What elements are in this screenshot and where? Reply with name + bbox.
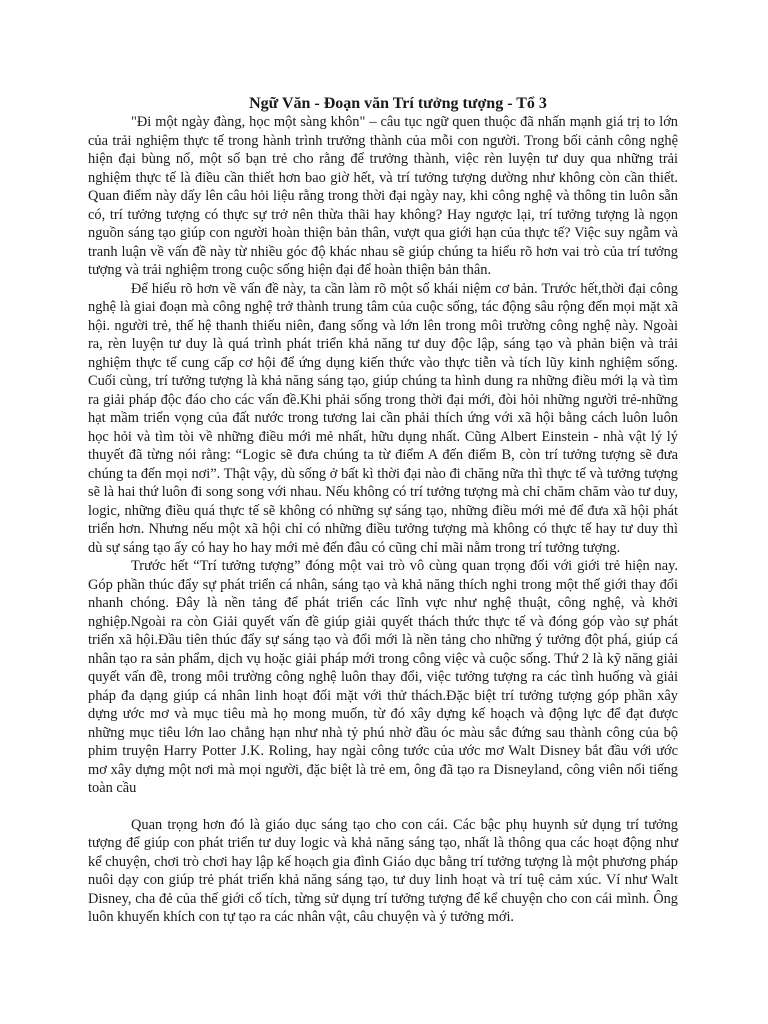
paragraph-1: "Đi một ngày đàng, học một sàng khôn" – câu tục ngữ quen thuộc đã nhấn mạnh giá trị to lớn của trải nghiệm thực tế trong hành trình trưởng thành của mỗi con người. Trong bối cảnh công nghệ hiện đại bùng nổ, một số bạn trẻ cho rằng để trưởng thành, việc rèn luyện tư duy qua những trải nghiệm thực tế là điều cần thiết hơn bao giờ hết, và trí tưởng tượng dường như không còn cần thiết. Quan điểm này dấy lên câu hỏi liệu rằng trong thời đại ngày nay, khi công nghệ và thông tin luôn sẵn có, trí tưởng tượng có thực sự trở nên thừa thãi hay không? Hay ngược lại, trí tưởng tượng là ngọn nguồn sáng tạo giúp con người hoàn thiện bản thân, vượt qua giới hạn của thực tế? Việc suy ngẫm và tranh luận về vấn đề này từ nhiều góc độ khác nhau sẽ giúp chúng ta hiểu rõ hơn vai trò của trí tưởng tượng và trải nghiệm trong cuộc sống hiện đại để hoàn thiện bản thân. <box>88 114 678 278</box>
paragraph-2: Để hiểu rõ hơn về vấn đề này, ta cần làm rõ một số khái niệm cơ bản. Trước hết,thời đại công nghệ là giai đoạn mà công nghệ trở thành trung tâm của cuộc sống, tác động sâu rộng đến mọi mặt xã hội. người trẻ, thế hệ thanh thiếu niên, đang sống và lớn lên trong môi trường công nghệ này. Ngoài ra, rèn luyện tư duy là quá trình phát triển khả năng tư duy độc lập, sáng tạo và phản biện và trải nghiệm thực tế cung cấp cơ hội để ứng dụng kiến thức vào thực tiễn và tích lũy kinh nghiệm sống. Cuối cùng, trí tưởng tượng là khả năng sáng tạo, giúp chúng ta hình dung ra những điều mới lạ và tìm ra giải pháp độc đáo cho các vấn đề.Khi phải sống trong thời đại mới, đòi hỏi những người trẻ-những hạt mầm triển vọng của đất nước trong tương lai cần phải thích ứng với xã hội bằng cách luôn luôn học hỏi và tìm tòi về những điều mới mẻ nhất, hữu dụng nhất. Cũng Albert Einstein - nhà vật lý lý thuyết đã từng nói rằng: “Logic sẽ đưa chúng ta từ điểm A đến điểm B, còn trí tưởng tượng sẽ đưa chúng ta đến mọi nơi”. Thật vậy, dù sống ở bất kì thời đại nào đi chăng nữa thì thực tế và tưởng tượng sẽ là hai thứ luôn đi song song với nhau. Nếu không có trí tưởng tượng mà chỉ chăm chăm vào tư duy, logic, những điều quá thực tế sẽ không có những sự sáng tạo, những điều mới mẻ để đưa xã hội phát triển hơn. Nhưng nếu một xã hội chỉ có những điều tưởng tượng mà không có thực tế hay tư duy thì dù sự sáng tạo ấy có hay ho hay mới mẻ đến đâu có cũng chỉ mãi nằm trong trí tưởng tượng. <box>88 280 678 556</box>
document-title: Ngữ Văn - Đoạn văn Trí tưởng tượng - Tổ 3 <box>249 95 547 112</box>
paragraph-3: Trước hết “Trí tưởng tượng” đóng một vai trò vô cùng quan trọng đối với giới trẻ hiện nay. Góp phần thúc đẩy sự phát triển cá nhân, sáng tạo và khả năng thích nghi trong một thế giới thay đổi nhanh chóng. Đây là nền tảng để phát triển các lĩnh vực như nghệ thuật, công nghệ, và khởi nghiệp.Ngoài ra còn Giải quyết vấn đề giúp giải quyết thách thức thực tế và đóng góp vào sự phát triển xã hội.Đầu tiên thúc đẩy sự sáng tạo và đổi mới là nền tảng cho những ý tưởng đột phá, giúp cá nhân tạo ra sản phẩm, dịch vụ hoặc giải pháp mới trong công việc và cuộc sống. Thứ 2 là kỹ năng giải quyết vấn đề, trong môi trường công nghệ luôn thay đổi, việc tưởng tượng ra các tình huống và giải pháp đa dạng giúp cá nhân linh hoạt đối mặt với thử thách.Đặc biệt trí tưởng tượng góp phần xây dựng ước mơ và mục tiêu mà họ mong muốn, từ đó xây dựng kế hoạch và động lực để đạt được những mục tiêu lớn lao chẳng hạn như nhà tỷ phú nhờ đầu óc màu sắc đứng sau thành công của bộ phim truyện Harry Potter J.K. Roling, hay ngài công tước của ước mơ Walt Disney bắt đầu với ước mơ xây dựng một nơi mà mọi người, đặc biệt là trẻ em, ông đã tạo ra Disneyland, công viên nổi tiếng toàn cầu <box>88 558 678 796</box>
paragraph-4: Quan trọng hơn đó là giáo dục sáng tạo cho con cái. Các bậc phụ huynh sử dụng trí tưởng tượng để giúp con phát triển tư duy logic và khả năng sáng tạo, nhất là thông qua các hoạt động như kể chuyện, chơi trò chơi hay lập kế hoạch gia đình Giáo dục bằng trí tưởng tượng là một phương pháp nuôi dạy con giúp trẻ phát triển khả năng sáng tạo, tư duy linh hoạt và trí tuệ cảm xúc. Ví như Walt Disney, cha đẻ của thế giới cổ tích, từng sử dụng trí tưởng tượng để kể chuyện cho con cái mình. Ông luôn khuyến khích con tự tạo ra các nhân vật, câu chuyện và ý tưởng mới. <box>88 816 678 925</box>
document-page <box>88 95 678 927</box>
